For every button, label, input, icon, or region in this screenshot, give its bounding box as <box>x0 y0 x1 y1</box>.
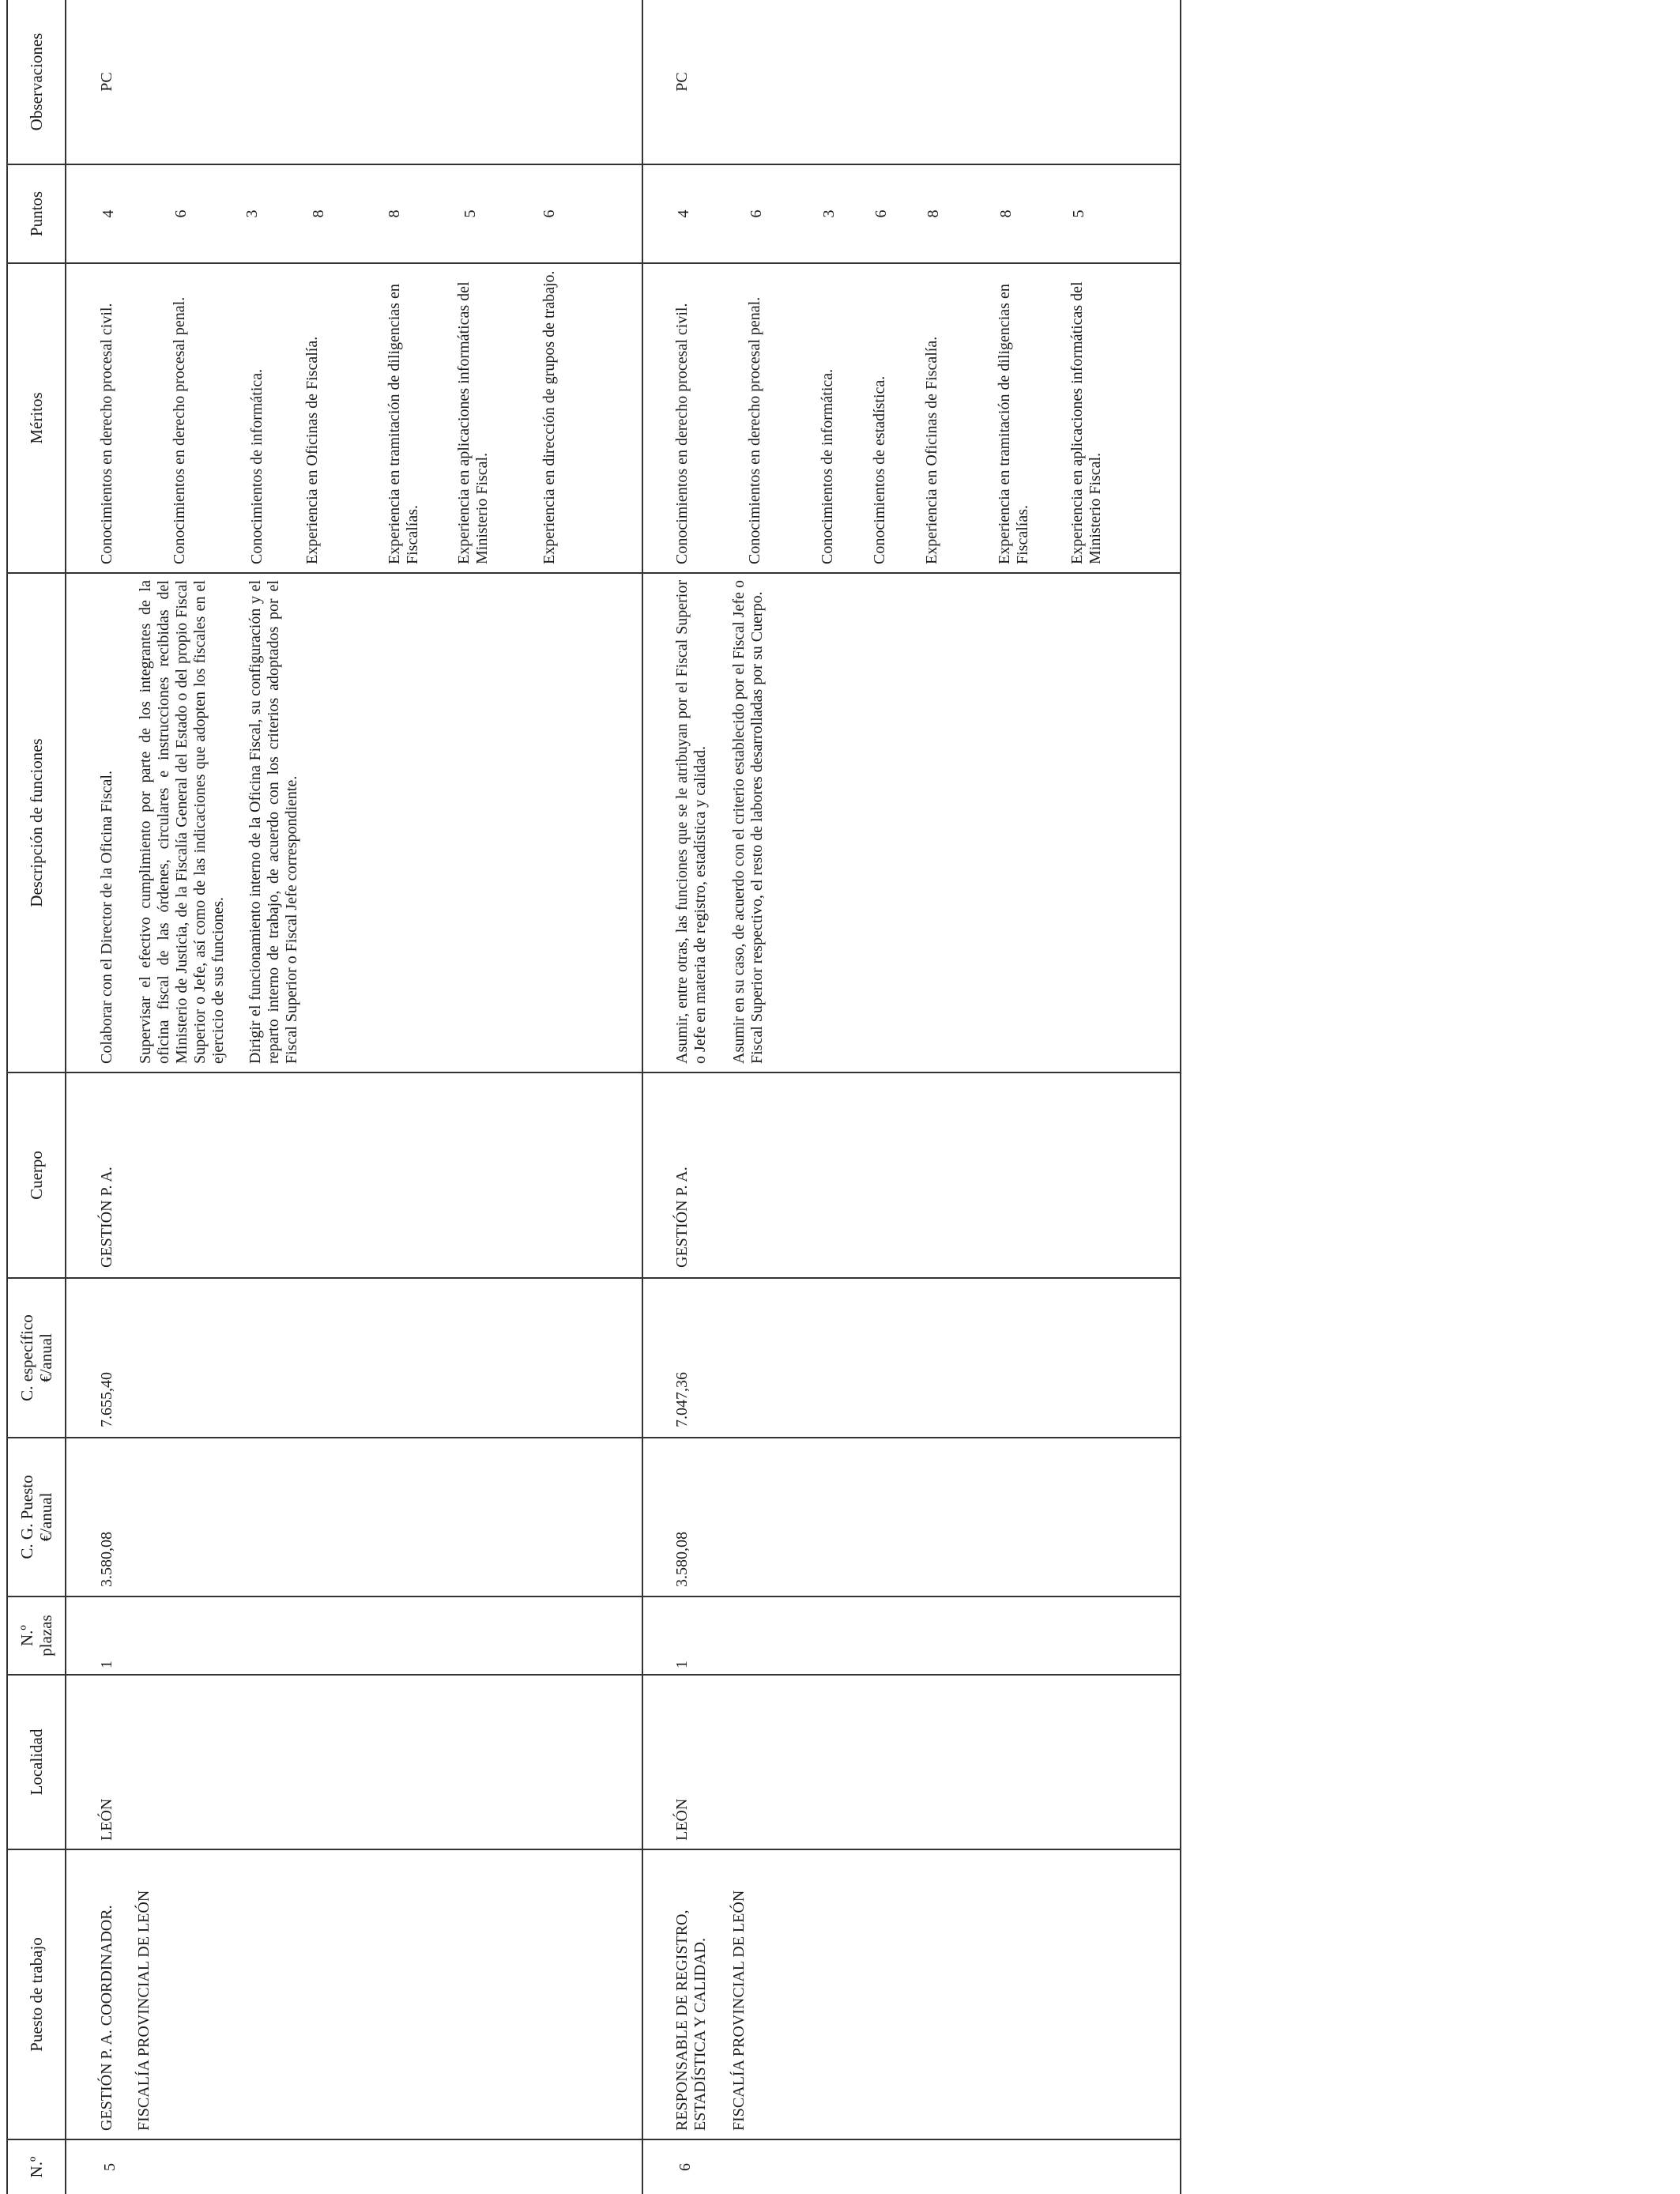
header-localidad: Localidad <box>27 1728 46 1796</box>
funcion-item: Dirigir el funcionamiento interno de la Oficina Fiscal, su configuración y el reparto interno de trabajo, de acuerdo con los criterios adoptados por el Fiscal Superior o Fiscal Jefe correspondiente. <box>247 580 300 1064</box>
merito-item: Conocimientos de informática. <box>248 368 266 564</box>
descripcion-cell <box>673 580 784 1064</box>
merito-item: Experiencia en Oficinas de Fiscalía. <box>303 336 321 564</box>
merito-item: Experiencia en tramitación de diligencias en Fiscalías. <box>386 284 421 564</box>
row-num: 6 <box>676 2163 694 2171</box>
row-5 <box>66 0 642 2194</box>
header-plazas: N.º plazas <box>17 1615 55 1657</box>
punto-value: 5 <box>461 209 479 218</box>
cuerpo-cell: GESTIÓN P. A. <box>98 1167 115 1268</box>
header-num: N.º <box>27 2156 46 2178</box>
c-especifico-cell: 7.047,36 <box>673 1372 691 1427</box>
row-num: 5 <box>101 2163 119 2171</box>
punto-value: 8 <box>925 209 942 218</box>
observaciones-cell: PC <box>98 72 115 92</box>
puesto-organo: FISCALÍA PROVINCIAL DE LEÓN <box>730 1890 748 2131</box>
merito-item: Conocimientos en derecho procesal civil. <box>98 303 115 564</box>
punto-value: 6 <box>541 209 558 218</box>
merito-item: Conocimientos en derecho procesal civil. <box>673 303 691 564</box>
punto-value: 3 <box>243 209 261 218</box>
header-cuerpo: Cuerpo <box>27 1151 46 1200</box>
funcion-item: Colaborar con el Director de la Oficina Fiscal. <box>98 771 115 1064</box>
merito-item: Experiencia en aplicaciones informáticas del Ministerio Fiscal. <box>455 281 491 564</box>
puesto-organo: FISCALÍA PROVINCIAL DE LEÓN <box>135 1890 153 2131</box>
punto-value: 5 <box>1070 209 1087 218</box>
merito-item: Experiencia en aplicaciones informáticas del Ministerio Fiscal. <box>1068 281 1104 564</box>
cg-puesto-cell: 3.580,08 <box>98 1532 115 1587</box>
observaciones-cell: PC <box>673 72 691 92</box>
puesto-title: RESPONSABLE DE REGISTRO, ESTADÍSTICA Y CALIDAD. <box>673 1909 709 2131</box>
plazas-cell: 1 <box>98 1661 115 1668</box>
rule-table-bottom <box>1180 0 1181 2194</box>
funcion-item: Asumir, entre otras, las funciones que se le atribuyan por el Fiscal Superior o Jefe en materia de registro, estadística y calidad. <box>673 580 709 1064</box>
header-observaciones: Observaciones <box>27 32 46 131</box>
punto-value: 8 <box>386 209 403 218</box>
header-descripcion: Descripción de funciones <box>27 738 46 907</box>
localidad-cell: LEÓN <box>98 1798 115 1841</box>
punto-value: 6 <box>748 209 765 218</box>
puesto-cell <box>673 1858 766 2131</box>
punto-value: 8 <box>310 209 327 218</box>
funcion-item: Asumir en su caso, de acuerdo con el criterio establecido por el Fiscal Jefe o Fiscal Superior respectivo, el resto de labores desarrolladas por su Cuerpo. <box>730 580 766 1064</box>
merito-item: Experiencia en dirección de grupos de trabajo. <box>541 270 558 564</box>
cg-puesto-cell: 3.580,08 <box>673 1532 691 1587</box>
punto-value: 3 <box>820 209 838 218</box>
punto-value: 4 <box>675 209 692 218</box>
cuerpo-cell: GESTIÓN P. A. <box>673 1167 691 1268</box>
descripcion-cell <box>98 580 318 1064</box>
puntos-cell <box>673 165 1163 262</box>
localidad-cell: LEÓN <box>673 1798 691 1841</box>
merito-item: Conocimientos en derecho procesal penal. <box>171 296 188 564</box>
header-c-especifico: C. específico €/anual <box>17 1314 55 1401</box>
header-meritos: Méritos <box>27 392 46 444</box>
c-especifico-cell: 7.655,40 <box>98 1372 115 1427</box>
punto-value: 6 <box>172 209 190 218</box>
header-puesto: Puesto de trabajo <box>27 1937 46 2052</box>
puesto-cell <box>98 1858 171 2131</box>
punto-value: 6 <box>872 209 890 218</box>
punto-value: 8 <box>997 209 1015 218</box>
header-puntos: Puntos <box>27 190 46 237</box>
merito-item: Conocimientos de estadística. <box>871 375 888 564</box>
meritos-cell <box>98 264 620 572</box>
punto-value: 4 <box>100 209 117 218</box>
merito-item: Conocimientos en derecho procesal penal. <box>746 296 763 564</box>
puntos-cell <box>98 165 620 262</box>
merito-item: Conocimientos de informática. <box>819 368 836 564</box>
header-cg-puesto: C. G. Puesto €/anual <box>17 1475 55 1559</box>
row-6 <box>643 0 1180 2194</box>
merito-item: Experiencia en tramitación de diligencias en Fiscalías. <box>996 284 1031 564</box>
meritos-cell <box>673 264 1163 572</box>
funcion-item: Supervisar el efectivo cumplimiento por parte de los integrantes de la oficina fiscal de las órdenes, circulares e instrucciones recibidas del Ministerio de Justicia, de la Fiscalía General del Estado o del propio Fiscal Superior o Jefe, así como de las indicaciones que adopten los fiscales en el ejercicio de sus funciones. <box>137 580 227 1064</box>
merito-item: Experiencia en Oficinas de Fiscalía. <box>923 336 940 564</box>
puesto-title: GESTIÓN P. A. COORDINADOR. <box>98 1905 115 2131</box>
plazas-cell: 1 <box>673 1661 691 1668</box>
